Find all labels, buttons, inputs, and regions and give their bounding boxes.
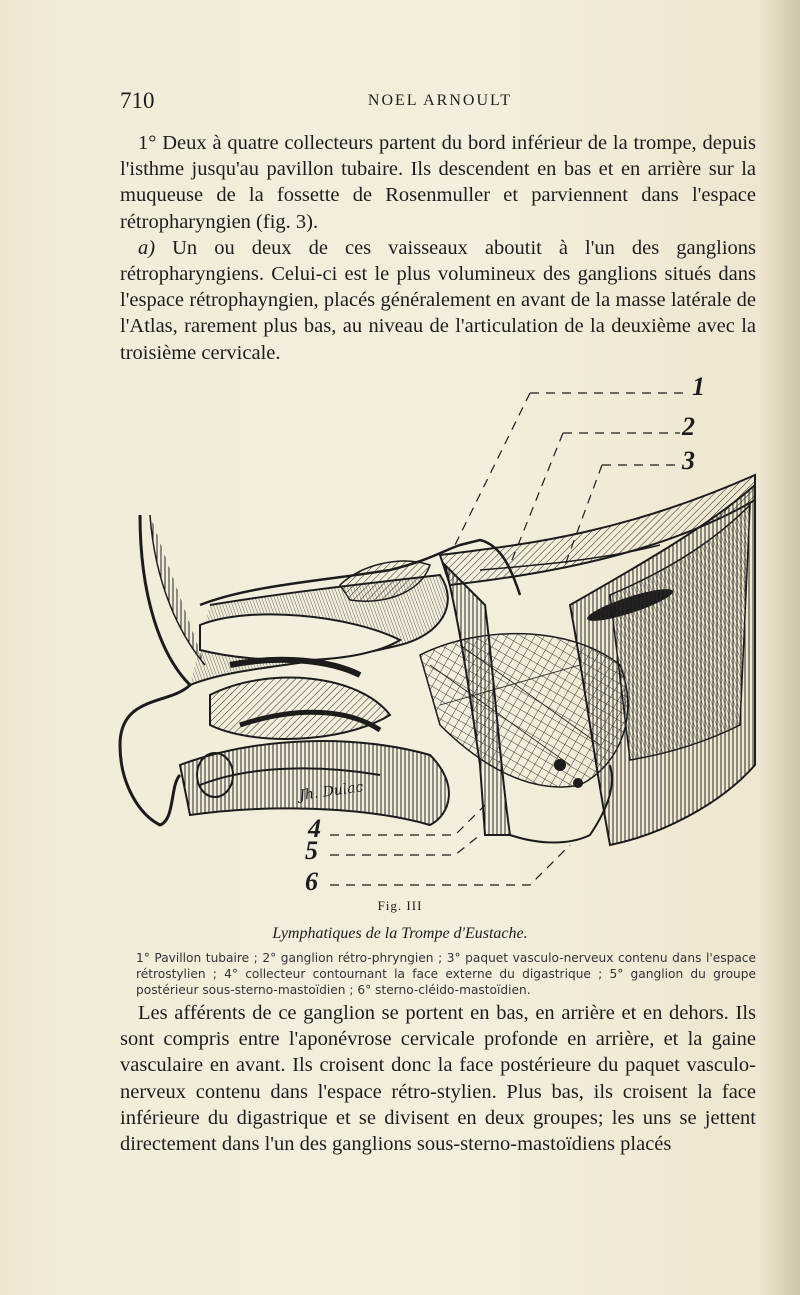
callout-3: 3	[682, 446, 695, 475]
callout-2: 2	[682, 412, 695, 441]
callout-5: 5	[305, 836, 318, 865]
figure-title: Lymphatiques de la Trompe d'Eustache.	[272, 925, 528, 942]
callout-1: 1	[692, 372, 705, 401]
callout-4: 4	[308, 814, 321, 843]
running-title: NOEL ARNOULT	[367, 92, 513, 109]
paragraph-1-line: 1° Deux à quatre collecteurs partent du bord inférieur de la trompe, depuis l'isthme jusqu'au pavillon tubaire. Ils descendent en bas et en arrière sur la muqueuse de la fossette de Rosenmuller et parviennent dans l'espace rétropharyngien (fig. 3).	[120, 132, 756, 233]
anatomical-figure	[100, 365, 780, 895]
callout-6: 6	[305, 867, 318, 895]
paragraph-1	[120, 130, 756, 366]
item-label: a)	[138, 236, 156, 259]
figure-legend: 1° Pavillon tubaire ; 2° ganglion rétro-phryngien ; 3° paquet vasculo-nerveux contenu dans l'espace rétrostylien ; 4° collecteur contournant la face externe du digastrique ; 5° ganglion du groupe postérieur sous-sterno-mastoïdien ; 6° sterno-cléido-mastoïdien.	[136, 951, 756, 997]
paragraph-2	[120, 1000, 756, 1157]
figure-label: Fig. III	[377, 898, 423, 913]
page-number: 710	[120, 88, 155, 113]
illustrator-signature: Jh. Dulac	[298, 779, 365, 804]
paragraph-2-text: Les afférents de ce ganglion se portent en bas, en arrière et en dehors. Ils sont compris entre l'aponévrose cervicale profonde en arrière, et la gaine vasculaire en avant. Ils croisent donc la face postérieure du paquet vasculo-nerveux contenu dans l'espace rétro-stylien. Plus bas, ils croisent la face inférieure du digastrique et se divisent en deux groupes; les uns se jettent directement dans l'un des ganglions sous-sterno-mastoïdiens placés	[120, 1002, 756, 1156]
anatomy-drawing	[100, 365, 780, 895]
paragraph-1-item-a	[120, 235, 756, 366]
page-header	[120, 88, 760, 116]
palate-and-tongue	[180, 741, 449, 825]
item-text: Un ou deux de ces vaisseaux aboutit à l'un des ganglions rétropharyngiens. Celui-ci est le plus volumineux des ganglions situés dans l'espace rétrophayngien, placés généralement en avant de la masse latérale de l'Atlas, rarement plus bas, au niveau de l'articulation de la deuxième avec la troisième cervicale.	[120, 236, 756, 364]
nasal-turbinates	[200, 614, 400, 739]
